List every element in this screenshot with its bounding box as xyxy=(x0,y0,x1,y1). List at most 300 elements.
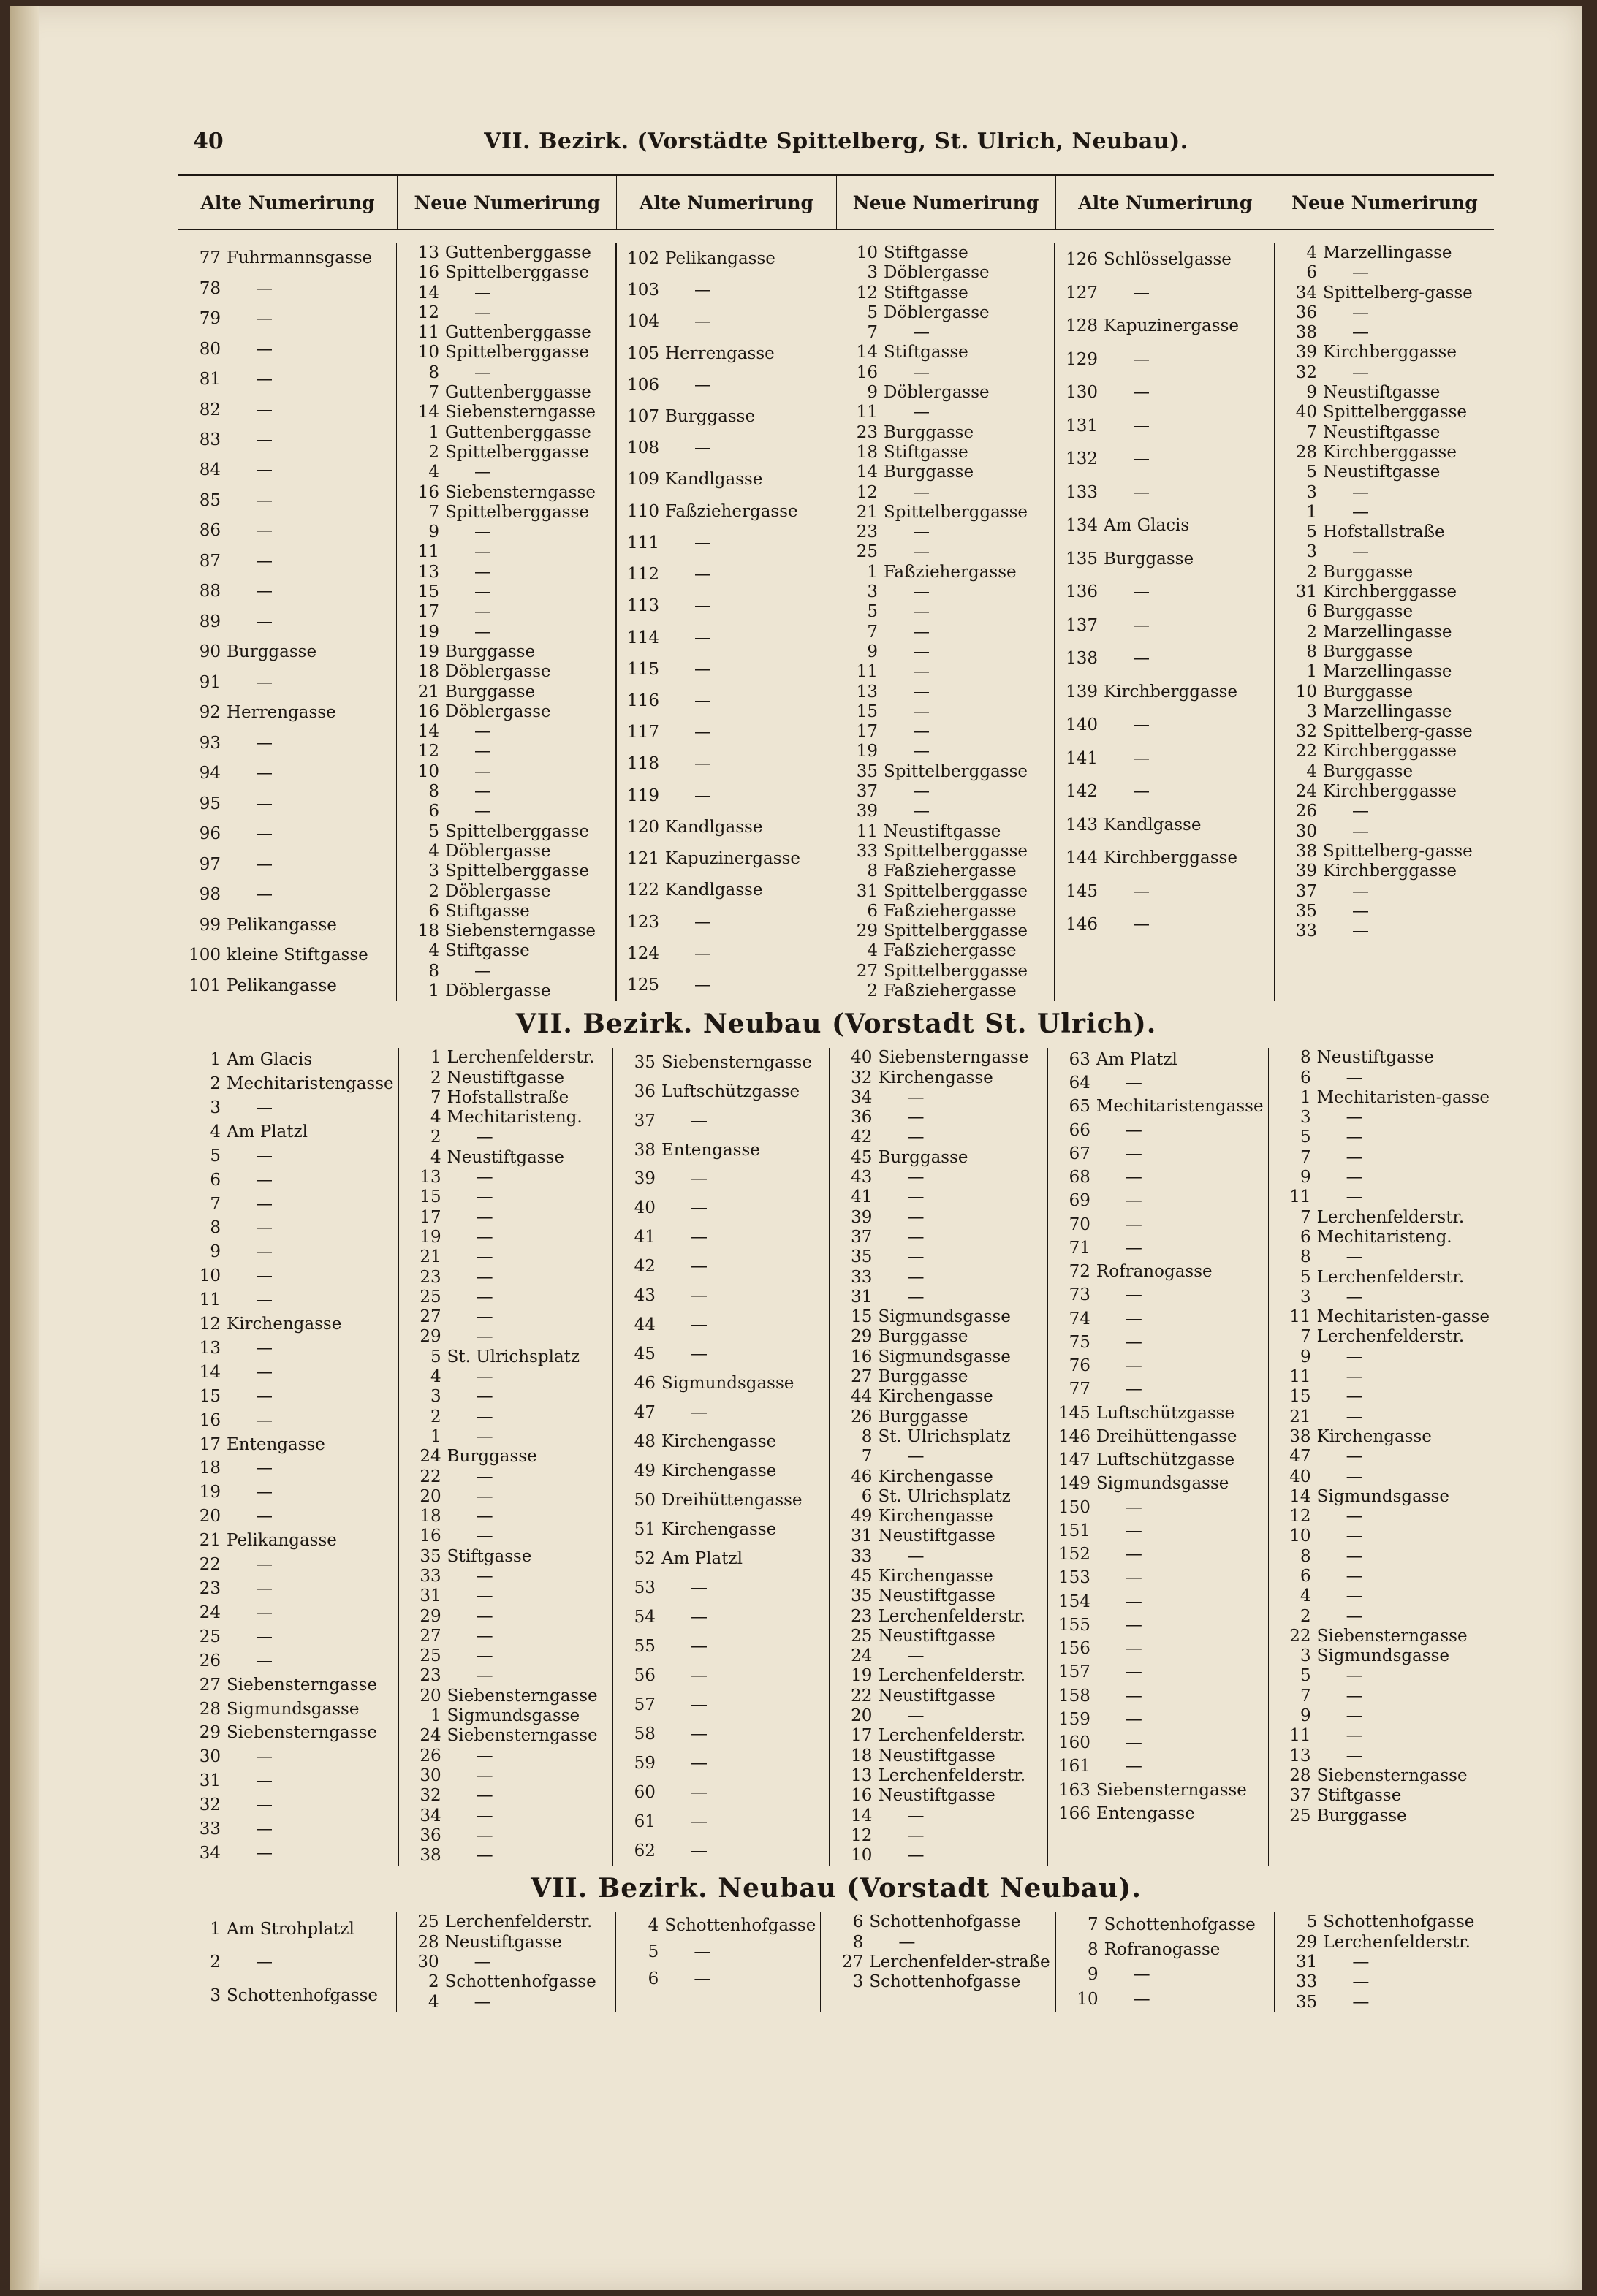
new-number-entry xyxy=(834,1607,1042,1627)
street-name: — xyxy=(913,522,930,542)
house-number: 11 xyxy=(856,403,878,422)
street-name: — xyxy=(256,1627,273,1646)
street-name: Mechitaristengasse xyxy=(227,1073,394,1093)
old-number-entry xyxy=(183,1577,394,1601)
street-name: — xyxy=(1133,881,1150,901)
old-number-entry xyxy=(1060,709,1270,742)
street-name: Fuhrmannsgasse xyxy=(227,248,373,268)
house-number: 11 xyxy=(1289,1726,1311,1746)
old-numbering-column xyxy=(178,1048,399,1866)
street-name: Burggasse xyxy=(1323,602,1414,622)
street-name: Lerchenfelderstr. xyxy=(878,1726,1026,1746)
house-number: 69 xyxy=(1069,1191,1090,1211)
house-number: 133 xyxy=(1066,482,1098,502)
street-name: — xyxy=(476,1387,493,1407)
old-number-entry xyxy=(618,1340,824,1369)
street-name: — xyxy=(907,1227,925,1247)
new-number-entry xyxy=(1279,882,1490,902)
old-number-entry xyxy=(618,1779,824,1808)
house-number: 121 xyxy=(627,849,659,869)
brace-mark xyxy=(840,463,850,482)
house-number: 94 xyxy=(199,764,221,783)
new-number-entry xyxy=(825,1933,1050,1953)
house-number: 37 xyxy=(1289,1786,1311,1806)
street-name: Sigmundsgasse xyxy=(1316,1646,1450,1666)
section-title: VII. Bezirk. Neubau (Vorstadt Neubau). xyxy=(531,1873,1142,1904)
old-number-entry xyxy=(1052,1684,1264,1708)
house-number: 141 xyxy=(1066,748,1098,768)
brace-mark xyxy=(1279,463,1289,482)
street-name: — xyxy=(1352,542,1369,562)
old-number-entry xyxy=(1061,1912,1270,1937)
brace-mark xyxy=(840,323,850,343)
house-number: 34 xyxy=(199,1843,221,1863)
brace-mark xyxy=(834,1547,844,1567)
old-number-entry xyxy=(183,1264,394,1288)
new-number-entry xyxy=(1273,1806,1490,1826)
new-number-entry xyxy=(401,782,611,802)
house-number: 15 xyxy=(856,702,878,721)
old-numbering-column xyxy=(178,1912,397,2012)
street-name: Spittelberggasse xyxy=(445,442,589,462)
house-number: 14 xyxy=(856,463,878,482)
street-name: — xyxy=(476,1606,493,1626)
new-number-entry xyxy=(403,1646,607,1666)
new-number-entry xyxy=(401,542,611,562)
new-number-entry xyxy=(1279,303,1490,323)
house-number: 4 xyxy=(1306,761,1317,781)
brace-mark xyxy=(1273,1766,1283,1786)
house-number: 2 xyxy=(428,881,439,901)
street-name: Spittelberggasse xyxy=(445,502,589,522)
house-number: 98 xyxy=(199,885,221,905)
house-number: 16 xyxy=(199,1410,221,1430)
old-number-entry xyxy=(618,1399,824,1428)
brace-mark xyxy=(1273,1746,1283,1766)
house-number: 12 xyxy=(851,1825,873,1845)
house-number: 58 xyxy=(634,1724,656,1744)
street-name: — xyxy=(1346,1467,1363,1486)
house-number: 111 xyxy=(627,533,659,552)
house-number: 15 xyxy=(420,1187,441,1207)
house-number: 70 xyxy=(1069,1214,1090,1234)
house-number: 29 xyxy=(199,1723,221,1743)
new-number-entry xyxy=(401,263,611,283)
house-number: 5 xyxy=(428,821,439,841)
house-number: 97 xyxy=(199,854,221,874)
brace-mark xyxy=(1279,762,1289,782)
new-number-entry xyxy=(834,1088,1042,1108)
old-number-entry xyxy=(183,455,392,485)
new-number-entry xyxy=(834,1487,1042,1507)
old-number-entry xyxy=(618,1545,824,1574)
old-number-entry xyxy=(183,1168,394,1193)
house-number: 22 xyxy=(199,1555,221,1575)
old-number-entry xyxy=(183,1722,394,1746)
house-number: 11 xyxy=(856,821,878,841)
house-number: 40 xyxy=(1289,1467,1311,1486)
street-name: Entengasse xyxy=(227,1434,325,1454)
brace-mark xyxy=(840,762,850,782)
street-name: Kirchengasse xyxy=(878,1507,993,1527)
street-name: Faßziehergasse xyxy=(884,862,1017,881)
number-grid xyxy=(178,1912,1494,2012)
house-number: 135 xyxy=(1066,549,1098,569)
brace-mark xyxy=(834,1507,844,1527)
house-number: 27 xyxy=(199,1675,221,1695)
house-number: 6 xyxy=(867,901,878,921)
house-number: 107 xyxy=(627,407,659,427)
street-name: — xyxy=(690,1695,708,1714)
house-number: 37 xyxy=(856,782,878,802)
street-name: — xyxy=(256,612,273,631)
house-number: 33 xyxy=(851,1546,873,1566)
street-name: — xyxy=(913,702,930,721)
street-name: Schottenhofgasse xyxy=(444,1972,596,1992)
street-name: Neustiftgasse xyxy=(878,1586,995,1606)
street-name: — xyxy=(1352,1992,1370,2012)
new-number-entry xyxy=(403,1268,607,1288)
old-number-entry xyxy=(183,1912,392,1946)
new-number-entry xyxy=(401,662,611,682)
house-number: 12 xyxy=(417,742,439,761)
new-number-entry xyxy=(834,1208,1042,1228)
brace-mark xyxy=(1273,1646,1283,1666)
new-number-entry xyxy=(1279,642,1490,662)
house-number: 55 xyxy=(634,1636,656,1656)
street-name: — xyxy=(256,1242,273,1262)
street-name: — xyxy=(913,682,930,702)
new-number-entry xyxy=(403,1746,607,1766)
street-name: — xyxy=(476,1207,493,1227)
brace-mark xyxy=(403,1228,414,1247)
house-number: 5 xyxy=(1300,1128,1311,1147)
brace-mark xyxy=(403,1367,414,1387)
brace-mark xyxy=(834,1088,844,1108)
new-number-entry xyxy=(825,1972,1050,1992)
house-number: 6 xyxy=(648,1969,659,1988)
street-name: — xyxy=(1125,1073,1142,1092)
old-number-entry xyxy=(621,559,830,590)
old-number-entry xyxy=(621,1939,816,1966)
number-table-section xyxy=(178,1866,1494,2012)
brace-mark xyxy=(834,1307,844,1327)
new-number-entry xyxy=(840,542,1050,562)
house-number: 6 xyxy=(1306,602,1317,622)
new-number-entry xyxy=(825,1953,1050,1972)
brace-mark xyxy=(834,1327,844,1347)
old-number-entry xyxy=(1052,1284,1264,1307)
house-number: 25 xyxy=(420,1287,441,1307)
brace-mark xyxy=(1273,1607,1283,1627)
old-number-entry xyxy=(1052,1613,1264,1637)
house-number: 114 xyxy=(627,628,659,647)
house-number: 4 xyxy=(210,1122,221,1141)
house-number: 5 xyxy=(210,1146,221,1166)
house-number: 26 xyxy=(851,1407,873,1426)
old-number-entry xyxy=(1060,509,1270,543)
house-number: 21 xyxy=(417,682,439,702)
street-name: — xyxy=(474,802,491,821)
new-number-entry xyxy=(403,1367,607,1387)
house-number: 35 xyxy=(851,1586,873,1606)
brace-mark xyxy=(834,1148,844,1168)
old-number-entry xyxy=(621,401,830,433)
street-name: — xyxy=(476,1187,493,1207)
new-number-entry xyxy=(840,662,1050,682)
house-number: 22 xyxy=(1295,742,1317,761)
street-name: Siebensterngasse xyxy=(661,1052,812,1072)
house-number: 13 xyxy=(851,1765,873,1785)
new-number-entry xyxy=(834,1228,1042,1247)
new-number-entry xyxy=(401,1993,611,2012)
new-number-entry xyxy=(403,1307,607,1327)
house-number: 118 xyxy=(627,754,659,774)
old-number-entry xyxy=(1052,1331,1264,1354)
house-number: 145 xyxy=(1066,881,1098,901)
old-number-entry xyxy=(183,334,392,364)
brace-mark xyxy=(834,1607,844,1627)
brace-mark xyxy=(1273,1726,1283,1746)
old-number-entry xyxy=(1052,1449,1264,1472)
house-number: 11 xyxy=(856,662,878,682)
house-number: 8 xyxy=(428,961,439,981)
house-number: 5 xyxy=(1300,1267,1311,1287)
brace-mark xyxy=(401,981,411,1001)
old-number-entry xyxy=(621,275,830,306)
street-name: — xyxy=(907,1706,925,1726)
house-number: 5 xyxy=(648,1942,659,1962)
street-name: — xyxy=(913,782,930,802)
street-name: — xyxy=(1346,1527,1363,1546)
old-number-entry xyxy=(1052,1261,1264,1284)
house-number: 30 xyxy=(199,1747,221,1767)
house-number: 11 xyxy=(1289,1367,1311,1387)
house-number: 5 xyxy=(867,602,878,622)
new-number-entry xyxy=(840,284,1050,303)
street-name: Marzellingasse xyxy=(1323,622,1452,642)
street-name: Burggasse xyxy=(445,682,536,702)
brace-mark xyxy=(403,1507,414,1527)
old-number-entry xyxy=(618,1603,824,1632)
brace-mark xyxy=(401,762,411,782)
house-number: 24 xyxy=(199,1603,221,1622)
street-name: Am Strohplatzl xyxy=(227,1919,354,1939)
street-name: Lerchenfelderstr. xyxy=(878,1606,1026,1626)
new-number-entry xyxy=(840,443,1050,463)
new-number-entry xyxy=(403,1666,607,1686)
street-name: Sigmundsgasse xyxy=(447,1706,580,1726)
street-name: Kirchberggasse xyxy=(1104,682,1237,702)
house-number: 14 xyxy=(1289,1486,1311,1506)
house-number: 119 xyxy=(627,786,659,805)
house-number: 96 xyxy=(199,824,221,844)
house-number: 88 xyxy=(199,582,221,601)
street-name: — xyxy=(1346,1108,1363,1128)
new-number-entry xyxy=(1273,1567,1490,1586)
new-numbering-column xyxy=(1275,243,1494,1001)
street-name: — xyxy=(913,323,930,343)
street-name: — xyxy=(913,582,930,602)
street-name: — xyxy=(690,1636,708,1656)
street-name: — xyxy=(1346,1168,1363,1187)
street-name: Faßziehergasse xyxy=(884,981,1017,1000)
house-number: 30 xyxy=(420,1765,441,1785)
house-number: 9 xyxy=(1088,1965,1099,1985)
house-number: 14 xyxy=(851,1806,873,1825)
street-name: Siebensterngasse xyxy=(447,1686,598,1706)
street-name: Lerchenfelder-straße xyxy=(869,1953,1050,1972)
street-name: Kirchengasse xyxy=(227,1315,342,1334)
new-number-entry xyxy=(1279,284,1490,303)
old-number-entry xyxy=(621,812,830,843)
house-number: 33 xyxy=(1296,1972,1318,1992)
brace-mark xyxy=(1279,742,1289,761)
brace-mark xyxy=(834,1407,844,1427)
street-name: — xyxy=(1133,782,1150,802)
house-number: 13 xyxy=(417,243,439,262)
new-number-entry xyxy=(401,323,611,343)
brace-mark xyxy=(401,1953,411,1972)
brace-mark xyxy=(401,522,411,542)
old-number-entry xyxy=(1060,476,1270,510)
street-name: Neustiftgasse xyxy=(1323,422,1441,442)
brace-mark xyxy=(401,802,411,821)
brace-mark xyxy=(1273,1527,1283,1546)
street-name: — xyxy=(256,1507,273,1527)
new-number-entry xyxy=(1273,1208,1490,1228)
street-name: Stiftgasse xyxy=(884,442,968,462)
old-number-entry xyxy=(183,729,392,759)
brace-mark xyxy=(1273,1687,1283,1706)
street-name: Am Platzl xyxy=(227,1122,308,1141)
street-name: Spittelberggasse xyxy=(445,263,589,283)
street-name: — xyxy=(476,1666,493,1686)
brace-mark xyxy=(401,383,411,403)
old-number-entry xyxy=(183,1217,394,1241)
street-name: — xyxy=(690,1608,708,1627)
page-content xyxy=(178,123,1494,2012)
brace-mark xyxy=(834,1228,844,1247)
house-number: 19 xyxy=(417,642,439,661)
street-name: — xyxy=(474,463,491,482)
brace-mark xyxy=(1279,842,1289,862)
brace-mark xyxy=(403,1706,414,1726)
house-number: 6 xyxy=(1300,1567,1311,1586)
brace-mark xyxy=(401,1933,411,1953)
house-number: 51 xyxy=(634,1520,656,1540)
house-number: 36 xyxy=(634,1082,656,1101)
house-number: 73 xyxy=(1069,1285,1090,1305)
house-number: 4 xyxy=(648,1916,659,1935)
street-name: — xyxy=(256,764,273,783)
street-name: Am Platzl xyxy=(1096,1049,1177,1069)
new-number-entry xyxy=(1279,403,1490,422)
street-name: — xyxy=(694,1942,711,1962)
new-number-entry xyxy=(1279,343,1490,362)
street-name: Faßziehergasse xyxy=(884,901,1017,921)
street-name: — xyxy=(907,1087,925,1107)
new-number-entry xyxy=(840,862,1050,881)
house-number: 160 xyxy=(1058,1733,1090,1752)
new-number-entry xyxy=(1273,1228,1490,1247)
old-number-entry xyxy=(1060,609,1270,643)
street-name: — xyxy=(256,1820,273,1839)
new-number-entry xyxy=(1273,1766,1490,1786)
brace-mark xyxy=(840,403,850,422)
house-number: 24 xyxy=(420,1447,441,1467)
brace-mark xyxy=(403,1068,414,1088)
new-number-entry xyxy=(834,1766,1042,1786)
street-name: — xyxy=(1352,303,1369,322)
street-name: — xyxy=(1346,1247,1363,1267)
street-name: — xyxy=(913,622,930,642)
house-number: 38 xyxy=(634,1140,656,1160)
new-number-entry xyxy=(403,1507,607,1527)
house-number: 10 xyxy=(851,1846,873,1866)
house-number: 89 xyxy=(199,612,221,631)
new-number-entry xyxy=(403,1547,607,1567)
brace-mark xyxy=(834,1367,844,1387)
street-name: Spittelberggasse xyxy=(1323,403,1467,422)
house-number: 7 xyxy=(867,622,878,642)
new-number-entry xyxy=(840,463,1050,482)
house-number: 21 xyxy=(199,1531,221,1551)
street-name: Schottenhofgasse xyxy=(869,1972,1021,1992)
house-number: 65 xyxy=(1069,1097,1090,1117)
column-header: Alte Numerirung xyxy=(1056,176,1275,229)
brace-mark xyxy=(825,1972,835,1992)
old-number-entry xyxy=(618,1807,824,1836)
brace-mark xyxy=(403,1048,414,1068)
house-number: 20 xyxy=(199,1507,221,1527)
house-number: 9 xyxy=(428,522,439,542)
street-name: — xyxy=(256,733,273,753)
brace-mark xyxy=(834,1208,844,1228)
new-number-entry xyxy=(840,702,1050,722)
brace-mark xyxy=(834,1706,844,1726)
new-number-entry xyxy=(840,363,1050,383)
brace-mark xyxy=(401,702,411,722)
new-number-entry xyxy=(840,423,1050,443)
new-number-entry xyxy=(1279,862,1490,881)
new-number-entry xyxy=(840,343,1050,362)
old-number-entry xyxy=(621,338,830,370)
old-number-entry xyxy=(183,1337,394,1361)
house-number: 33 xyxy=(851,1267,873,1287)
old-number-entry xyxy=(183,1288,394,1312)
street-name: — xyxy=(1125,1615,1142,1635)
new-number-entry xyxy=(840,563,1050,582)
new-number-entry xyxy=(401,483,611,503)
street-name: Burggasse xyxy=(1316,1806,1407,1825)
brace-mark xyxy=(834,1666,844,1686)
new-number-entry xyxy=(1279,1972,1490,1992)
column-pair xyxy=(616,1912,1055,2012)
street-name: — xyxy=(256,278,273,298)
brace-mark xyxy=(1279,423,1289,443)
house-number: 46 xyxy=(634,1374,656,1394)
street-name: Marzellingasse xyxy=(1323,243,1452,262)
new-number-entry xyxy=(401,802,611,821)
brace-mark xyxy=(1273,1407,1283,1427)
street-name: Lerchenfelderstr. xyxy=(447,1048,595,1068)
brace-mark xyxy=(403,1826,414,1846)
house-number: 32 xyxy=(1295,362,1317,382)
old-numbering-column xyxy=(613,1048,830,1866)
street-name: Burggasse xyxy=(1323,682,1414,702)
street-name: — xyxy=(690,1812,708,1831)
